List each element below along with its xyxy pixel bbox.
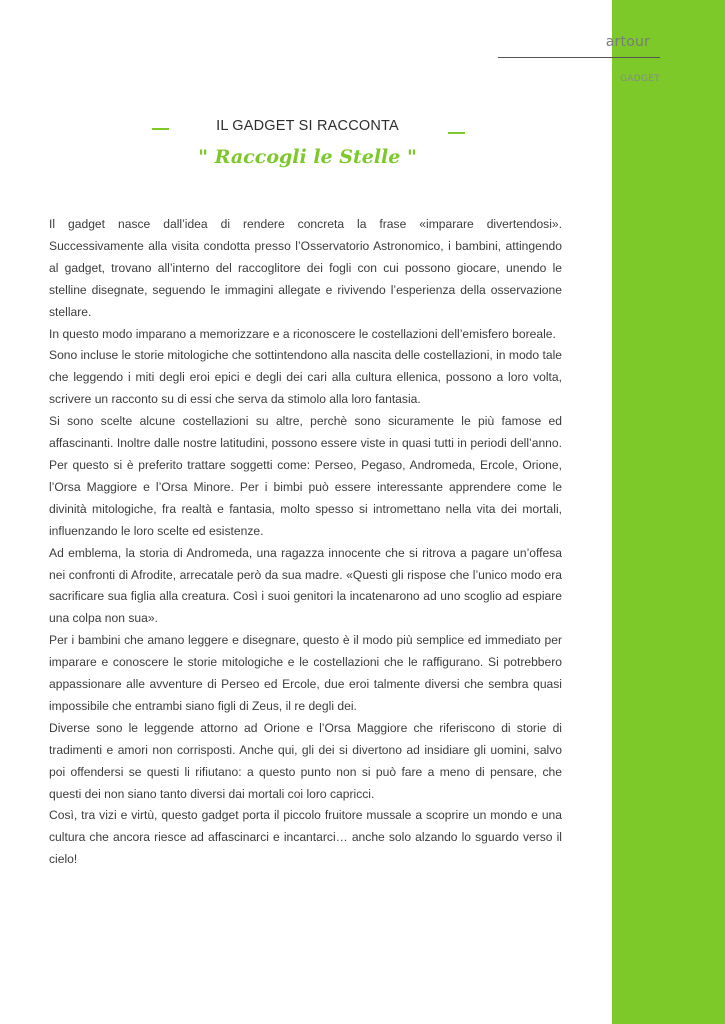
page-subtitle: " Raccogli le Stelle " [198, 146, 417, 168]
paragraph: Per i bambini che amano leggere e disegnare, questo è il modo più semplice ed immediato per imparare e conoscere le storie mitologiche e le costellazioni che le raffigurano. Si potrebbero appassionare alle avventure di Perseo ed Ercole, due eroi talmente diversi che sembra quasi impossibile che entrambi siano figli di Zeus, il re degli dei. [49, 633, 562, 713]
paragraph: Così, tra vizi e virtù, questo gadget porta il piccolo fruitore mussale a scoprire un mondo e una cultura che ancora riesce ad affascinarci e incantarci… anche solo alzando lo sguardo verso il cielo! [49, 808, 562, 867]
section-label: GADGET [619, 74, 660, 84]
title-dash-right [448, 132, 465, 134]
paragraph: In questo modo imparano a memorizzare e a riconoscere le costellazioni dell’emisfero boreale. [49, 326, 556, 341]
paragraph: Si sono scelte alcune costellazioni su altre, perchè sono sicuramente le più famose ed affascinanti. Inoltre dalle nostre latitudini, possono essere viste in quasi tutti in periodi dell’anno. Per questo si è preferito trattare soggetti come: Perseo, Pegaso, Andromeda, Ercole, Orione, l’Orsa Maggiore e l’Orsa Minore. Per i bimbi può essere interessante apprendere come le divinità mitologiche, fra realtà e fantasia, molto spesso si intromettano nella vita dei mortali, influenzando le loro scelte ed esistenze. [49, 414, 562, 538]
paragraph: Ad emblema, la storia di Andromeda, una ragazza innocente che si ritrova a pagare un’offesa nei confronti di Afrodite, arrecatale però da sua madre. «Questi gli rispose che l’unico modo era sacrificare sua figlia alla creatura. Così i suoi genitori la incatenarono ad uno scoglio ad espiare una colpa non sua». [49, 545, 562, 626]
header-divider [498, 57, 660, 58]
paragraph: Diverse sono le leggende attorno ad Orione e l’Orsa Maggiore che riferiscono di storie di tradimenti e amori non corrisposti. Anche qui, gli dei si divertono ad insidiare gli uomini, salvo poi offendersi se questi li rifiutano: a questo punto non si può fare a meno di pensare, che questi dei non siano tanto diversi dai mortali coi loro capricci. [49, 720, 562, 801]
body-text [49, 214, 562, 871]
page-title: IL GADGET SI RACCONTA [216, 118, 399, 134]
brand-name: artour [605, 34, 650, 50]
paragraph: Il gadget nasce dall’idea di rendere concreta la frase «imparare divertendosi». Successivamente alla visita condotta presso l’Osservatorio Astronomico, i bambini, attingendo al gadget, trovano all’interno del raccoglitore dei fogli con cui possono giocare, unendo le stelline disegnate, seguendo le immagini allegate e rivivendo l’esperienza della osservazione stellare. [49, 217, 562, 319]
title-dash-left [152, 128, 169, 130]
paragraph: Sono incluse le storie mitologiche che sottintendono alla nascita delle costellazioni, in modo tale che leggendo i miti degli eroi epici e degli dei cari alla cultura ellenica, possono a loro volta, scrivere un racconto su di essi che serva da stimolo alla loro fantasia. [49, 348, 562, 407]
side-accent-bar [612, 0, 725, 1024]
